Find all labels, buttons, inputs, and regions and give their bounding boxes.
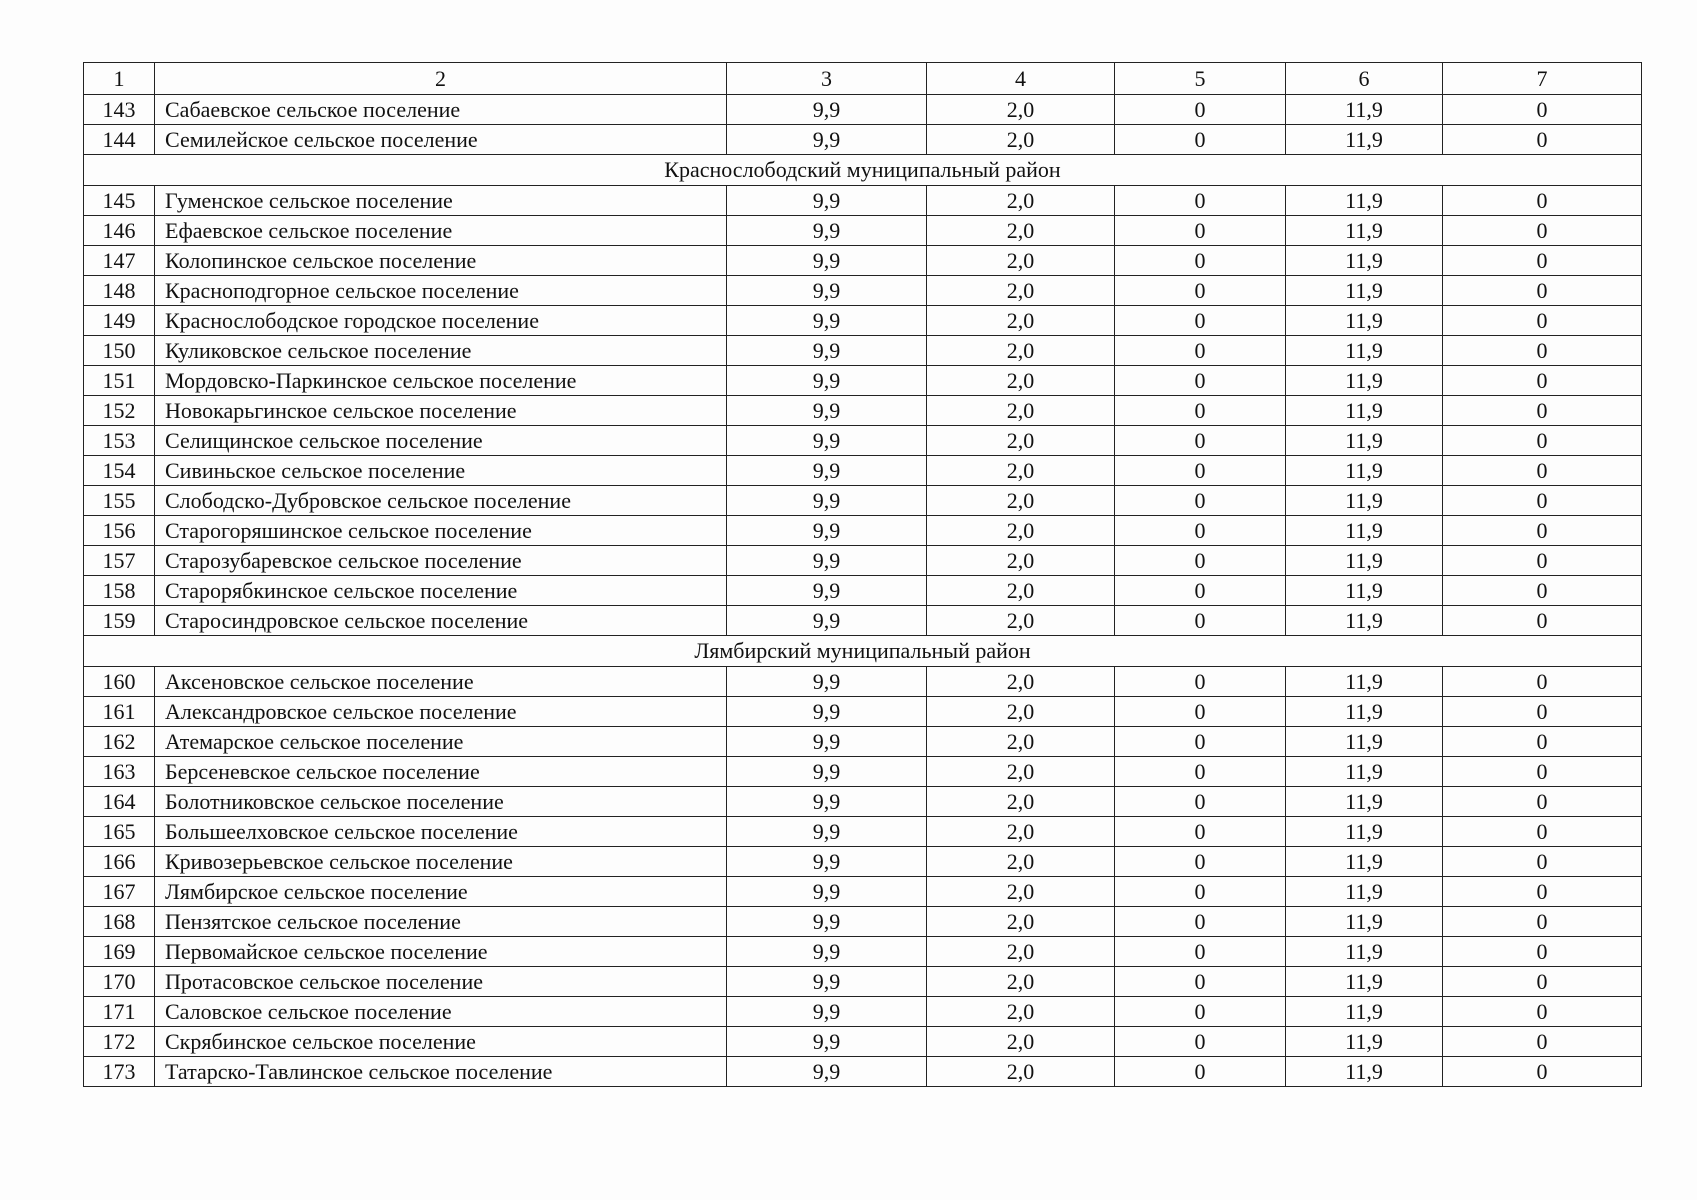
column-header: 2 xyxy=(155,63,727,95)
value-col-6: 11,9 xyxy=(1286,246,1443,276)
value-col-6: 11,9 xyxy=(1286,907,1443,937)
value-col-6: 11,9 xyxy=(1286,576,1443,606)
table-row xyxy=(84,727,1642,757)
value-col-6: 11,9 xyxy=(1286,546,1443,576)
table-row xyxy=(84,276,1642,306)
value-col-7: 0 xyxy=(1443,216,1642,246)
settlement-name: Александровское сельское поселение xyxy=(155,697,727,727)
row-number: 150 xyxy=(84,336,155,366)
value-col-7: 0 xyxy=(1443,727,1642,757)
value-col-5: 0 xyxy=(1115,336,1286,366)
row-number: 144 xyxy=(84,125,155,155)
value-col-7: 0 xyxy=(1443,1057,1642,1087)
settlement-name: Старорябкинское сельское поселение xyxy=(155,576,727,606)
value-col-6: 11,9 xyxy=(1286,697,1443,727)
value-col-6: 11,9 xyxy=(1286,787,1443,817)
table-row xyxy=(84,697,1642,727)
value-col-3: 9,9 xyxy=(727,877,927,907)
value-col-3: 9,9 xyxy=(727,456,927,486)
value-col-3: 9,9 xyxy=(727,576,927,606)
value-col-7: 0 xyxy=(1443,246,1642,276)
settlement-name: Саловское сельское поселение xyxy=(155,997,727,1027)
value-col-4: 2,0 xyxy=(927,967,1115,997)
value-col-6: 11,9 xyxy=(1286,486,1443,516)
table-row xyxy=(84,366,1642,396)
row-number: 163 xyxy=(84,757,155,787)
table-row xyxy=(84,937,1642,967)
value-col-5: 0 xyxy=(1115,907,1286,937)
row-number: 172 xyxy=(84,1027,155,1057)
row-number: 161 xyxy=(84,697,155,727)
table-row xyxy=(84,667,1642,697)
row-number: 148 xyxy=(84,276,155,306)
district-heading-row xyxy=(84,155,1642,186)
settlement-name: Селищинское сельское поселение xyxy=(155,426,727,456)
value-col-3: 9,9 xyxy=(727,667,927,697)
value-col-4: 2,0 xyxy=(927,276,1115,306)
value-col-4: 2,0 xyxy=(927,486,1115,516)
value-col-7: 0 xyxy=(1443,606,1642,636)
value-col-5: 0 xyxy=(1115,186,1286,216)
value-col-3: 9,9 xyxy=(727,907,927,937)
row-number: 154 xyxy=(84,456,155,486)
value-col-4: 2,0 xyxy=(927,817,1115,847)
row-number: 157 xyxy=(84,546,155,576)
row-number: 152 xyxy=(84,396,155,426)
table-row xyxy=(84,997,1642,1027)
row-number: 143 xyxy=(84,95,155,125)
value-col-5: 0 xyxy=(1115,1027,1286,1057)
value-col-6: 11,9 xyxy=(1286,306,1443,336)
value-col-6: 11,9 xyxy=(1286,606,1443,636)
value-col-5: 0 xyxy=(1115,877,1286,907)
row-number: 153 xyxy=(84,426,155,456)
row-number: 165 xyxy=(84,817,155,847)
settlement-name: Скрябинское сельское поселение xyxy=(155,1027,727,1057)
value-col-4: 2,0 xyxy=(927,186,1115,216)
value-col-5: 0 xyxy=(1115,396,1286,426)
settlement-name: Новокарьгинское сельское поселение xyxy=(155,396,727,426)
settlement-name: Краснослободское городское поселение xyxy=(155,306,727,336)
table-row xyxy=(84,396,1642,426)
row-number: 162 xyxy=(84,727,155,757)
row-number: 166 xyxy=(84,847,155,877)
value-col-7: 0 xyxy=(1443,486,1642,516)
district-heading: Краснослободский муниципальный район xyxy=(84,155,1642,186)
value-col-3: 9,9 xyxy=(727,1057,927,1087)
row-number: 168 xyxy=(84,907,155,937)
row-number: 160 xyxy=(84,667,155,697)
value-col-4: 2,0 xyxy=(927,516,1115,546)
value-col-7: 0 xyxy=(1443,125,1642,155)
value-col-7: 0 xyxy=(1443,847,1642,877)
table-row xyxy=(84,757,1642,787)
value-col-6: 11,9 xyxy=(1286,997,1443,1027)
settlement-name: Старогоряшинское сельское поселение xyxy=(155,516,727,546)
value-col-7: 0 xyxy=(1443,426,1642,456)
value-col-5: 0 xyxy=(1115,606,1286,636)
row-number: 169 xyxy=(84,937,155,967)
value-col-3: 9,9 xyxy=(727,186,927,216)
value-col-3: 9,9 xyxy=(727,727,927,757)
value-col-4: 2,0 xyxy=(927,576,1115,606)
value-col-3: 9,9 xyxy=(727,937,927,967)
settlement-name: Аксеновское сельское поселение xyxy=(155,667,727,697)
column-header: 4 xyxy=(927,63,1115,95)
value-col-6: 11,9 xyxy=(1286,937,1443,967)
row-number: 155 xyxy=(84,486,155,516)
table-row xyxy=(84,306,1642,336)
value-col-4: 2,0 xyxy=(927,546,1115,576)
value-col-6: 11,9 xyxy=(1286,426,1443,456)
value-col-4: 2,0 xyxy=(927,95,1115,125)
value-col-7: 0 xyxy=(1443,787,1642,817)
value-col-5: 0 xyxy=(1115,1057,1286,1087)
value-col-4: 2,0 xyxy=(927,396,1115,426)
table-row xyxy=(84,907,1642,937)
value-col-6: 11,9 xyxy=(1286,847,1443,877)
value-col-7: 0 xyxy=(1443,1027,1642,1057)
value-col-6: 11,9 xyxy=(1286,516,1443,546)
value-col-5: 0 xyxy=(1115,125,1286,155)
value-col-3: 9,9 xyxy=(727,396,927,426)
table-row xyxy=(84,95,1642,125)
value-col-6: 11,9 xyxy=(1286,396,1443,426)
value-col-3: 9,9 xyxy=(727,246,927,276)
row-number: 167 xyxy=(84,877,155,907)
value-col-6: 11,9 xyxy=(1286,877,1443,907)
value-col-5: 0 xyxy=(1115,546,1286,576)
value-col-5: 0 xyxy=(1115,667,1286,697)
value-col-4: 2,0 xyxy=(927,306,1115,336)
value-col-3: 9,9 xyxy=(727,486,927,516)
value-col-3: 9,9 xyxy=(727,306,927,336)
district-heading-row xyxy=(84,636,1642,667)
value-col-3: 9,9 xyxy=(727,336,927,366)
row-number: 147 xyxy=(84,246,155,276)
value-col-5: 0 xyxy=(1115,95,1286,125)
settlement-name: Татарско-Тавлинское сельское поселение xyxy=(155,1057,727,1087)
value-col-5: 0 xyxy=(1115,787,1286,817)
settlement-name: Лямбирское сельское поселение xyxy=(155,877,727,907)
value-col-3: 9,9 xyxy=(727,817,927,847)
value-col-5: 0 xyxy=(1115,456,1286,486)
settlement-name: Семилейское сельское поселение xyxy=(155,125,727,155)
value-col-4: 2,0 xyxy=(927,787,1115,817)
value-col-3: 9,9 xyxy=(727,426,927,456)
settlement-name: Слободско-Дубровское сельское поселение xyxy=(155,486,727,516)
value-col-4: 2,0 xyxy=(927,727,1115,757)
value-col-6: 11,9 xyxy=(1286,336,1443,366)
value-col-5: 0 xyxy=(1115,276,1286,306)
settlement-name: Сабаевское сельское поселение xyxy=(155,95,727,125)
value-col-5: 0 xyxy=(1115,727,1286,757)
value-col-7: 0 xyxy=(1443,667,1642,697)
value-col-7: 0 xyxy=(1443,937,1642,967)
value-col-5: 0 xyxy=(1115,967,1286,997)
value-col-4: 2,0 xyxy=(927,456,1115,486)
value-col-5: 0 xyxy=(1115,847,1286,877)
value-col-7: 0 xyxy=(1443,576,1642,606)
value-col-7: 0 xyxy=(1443,306,1642,336)
value-col-6: 11,9 xyxy=(1286,1027,1443,1057)
value-col-4: 2,0 xyxy=(927,997,1115,1027)
value-col-3: 9,9 xyxy=(727,847,927,877)
value-col-4: 2,0 xyxy=(927,697,1115,727)
value-col-7: 0 xyxy=(1443,757,1642,787)
settlement-name: Ефаевское сельское поселение xyxy=(155,216,727,246)
settlement-name: Сивиньское сельское поселение xyxy=(155,456,727,486)
value-col-6: 11,9 xyxy=(1286,276,1443,306)
value-col-6: 11,9 xyxy=(1286,727,1443,757)
value-col-7: 0 xyxy=(1443,396,1642,426)
column-header: 3 xyxy=(727,63,927,95)
table-row xyxy=(84,246,1642,276)
column-number-row xyxy=(84,63,1642,95)
value-col-4: 2,0 xyxy=(927,246,1115,276)
row-number: 171 xyxy=(84,997,155,1027)
value-col-3: 9,9 xyxy=(727,606,927,636)
value-col-6: 11,9 xyxy=(1286,456,1443,486)
table-row xyxy=(84,456,1642,486)
value-col-6: 11,9 xyxy=(1286,186,1443,216)
value-col-7: 0 xyxy=(1443,697,1642,727)
settlement-name: Старосиндровское сельское поселение xyxy=(155,606,727,636)
value-col-5: 0 xyxy=(1115,576,1286,606)
value-col-7: 0 xyxy=(1443,967,1642,997)
value-col-3: 9,9 xyxy=(727,967,927,997)
value-col-3: 9,9 xyxy=(727,516,927,546)
value-col-4: 2,0 xyxy=(927,847,1115,877)
value-col-7: 0 xyxy=(1443,276,1642,306)
value-col-3: 9,9 xyxy=(727,757,927,787)
settlement-name: Куликовское сельское поселение xyxy=(155,336,727,366)
value-col-6: 11,9 xyxy=(1286,967,1443,997)
value-col-5: 0 xyxy=(1115,937,1286,967)
value-col-4: 2,0 xyxy=(927,757,1115,787)
value-col-5: 0 xyxy=(1115,697,1286,727)
district-heading: Лямбирский муниципальный район xyxy=(84,636,1642,667)
row-number: 173 xyxy=(84,1057,155,1087)
table-row xyxy=(84,486,1642,516)
value-col-4: 2,0 xyxy=(927,937,1115,967)
value-col-7: 0 xyxy=(1443,336,1642,366)
value-col-5: 0 xyxy=(1115,426,1286,456)
value-col-6: 11,9 xyxy=(1286,757,1443,787)
value-col-3: 9,9 xyxy=(727,997,927,1027)
value-col-7: 0 xyxy=(1443,817,1642,847)
table-row xyxy=(84,546,1642,576)
value-col-4: 2,0 xyxy=(927,216,1115,246)
value-col-3: 9,9 xyxy=(727,1027,927,1057)
value-col-6: 11,9 xyxy=(1286,216,1443,246)
value-col-7: 0 xyxy=(1443,516,1642,546)
row-number: 164 xyxy=(84,787,155,817)
table-row xyxy=(84,125,1642,155)
table-row xyxy=(84,216,1642,246)
value-col-4: 2,0 xyxy=(927,1027,1115,1057)
value-col-5: 0 xyxy=(1115,516,1286,546)
value-col-5: 0 xyxy=(1115,246,1286,276)
value-col-3: 9,9 xyxy=(727,276,927,306)
value-col-5: 0 xyxy=(1115,306,1286,336)
value-col-7: 0 xyxy=(1443,366,1642,396)
row-number: 158 xyxy=(84,576,155,606)
row-number: 159 xyxy=(84,606,155,636)
value-col-6: 11,9 xyxy=(1286,366,1443,396)
table-row xyxy=(84,186,1642,216)
settlement-name: Мордовско-Паркинское сельское поселение xyxy=(155,366,727,396)
table-row xyxy=(84,516,1642,546)
settlement-name: Красноподгорное сельское поселение xyxy=(155,276,727,306)
value-col-5: 0 xyxy=(1115,486,1286,516)
value-col-7: 0 xyxy=(1443,907,1642,937)
value-col-7: 0 xyxy=(1443,186,1642,216)
value-col-6: 11,9 xyxy=(1286,95,1443,125)
value-col-5: 0 xyxy=(1115,757,1286,787)
row-number: 170 xyxy=(84,967,155,997)
settlement-name: Гуменское сельское поселение xyxy=(155,186,727,216)
row-number: 145 xyxy=(84,186,155,216)
column-header: 6 xyxy=(1286,63,1443,95)
settlement-name: Колопинское сельское поселение xyxy=(155,246,727,276)
column-header: 5 xyxy=(1115,63,1286,95)
value-col-3: 9,9 xyxy=(727,787,927,817)
row-number: 151 xyxy=(84,366,155,396)
table-row xyxy=(84,1057,1642,1087)
value-col-7: 0 xyxy=(1443,877,1642,907)
settlement-name: Атемарское сельское поселение xyxy=(155,727,727,757)
value-col-6: 11,9 xyxy=(1286,667,1443,697)
value-col-3: 9,9 xyxy=(727,697,927,727)
value-col-3: 9,9 xyxy=(727,546,927,576)
settlement-name: Большеелховское сельское поселение xyxy=(155,817,727,847)
settlement-name: Протасовское сельское поселение xyxy=(155,967,727,997)
table-row xyxy=(84,606,1642,636)
value-col-4: 2,0 xyxy=(927,877,1115,907)
value-col-6: 11,9 xyxy=(1286,125,1443,155)
value-col-5: 0 xyxy=(1115,817,1286,847)
value-col-3: 9,9 xyxy=(727,125,927,155)
row-number: 146 xyxy=(84,216,155,246)
column-header: 7 xyxy=(1443,63,1642,95)
value-col-6: 11,9 xyxy=(1286,817,1443,847)
settlement-name: Кривозерьевское сельское поселение xyxy=(155,847,727,877)
value-col-5: 0 xyxy=(1115,216,1286,246)
value-col-4: 2,0 xyxy=(927,366,1115,396)
settlement-name: Пензятское сельское поселение xyxy=(155,907,727,937)
column-header: 1 xyxy=(84,63,155,95)
value-col-4: 2,0 xyxy=(927,907,1115,937)
settlement-name: Первомайское сельское поселение xyxy=(155,937,727,967)
value-col-6: 11,9 xyxy=(1286,1057,1443,1087)
table-row xyxy=(84,336,1642,366)
value-col-4: 2,0 xyxy=(927,336,1115,366)
value-col-5: 0 xyxy=(1115,997,1286,1027)
value-col-5: 0 xyxy=(1115,366,1286,396)
settlement-name: Болотниковское сельское поселение xyxy=(155,787,727,817)
settlement-name: Старозубаревское сельское поселение xyxy=(155,546,727,576)
table-body xyxy=(84,63,1642,1087)
value-col-4: 2,0 xyxy=(927,667,1115,697)
settlement-name: Берсеневское сельское поселение xyxy=(155,757,727,787)
value-col-3: 9,9 xyxy=(727,216,927,246)
table-row xyxy=(84,787,1642,817)
table-row xyxy=(84,967,1642,997)
table-row xyxy=(84,576,1642,606)
value-col-7: 0 xyxy=(1443,456,1642,486)
table-row xyxy=(84,1027,1642,1057)
row-number: 156 xyxy=(84,516,155,546)
value-col-4: 2,0 xyxy=(927,1057,1115,1087)
row-number: 149 xyxy=(84,306,155,336)
table-row xyxy=(84,847,1642,877)
value-col-4: 2,0 xyxy=(927,426,1115,456)
value-col-7: 0 xyxy=(1443,546,1642,576)
value-col-3: 9,9 xyxy=(727,95,927,125)
table-row xyxy=(84,817,1642,847)
value-col-3: 9,9 xyxy=(727,366,927,396)
value-col-4: 2,0 xyxy=(927,125,1115,155)
value-col-7: 0 xyxy=(1443,997,1642,1027)
value-col-4: 2,0 xyxy=(927,606,1115,636)
table-row xyxy=(84,877,1642,907)
table-row xyxy=(84,426,1642,456)
settlements-table xyxy=(83,62,1642,1087)
value-col-7: 0 xyxy=(1443,95,1642,125)
